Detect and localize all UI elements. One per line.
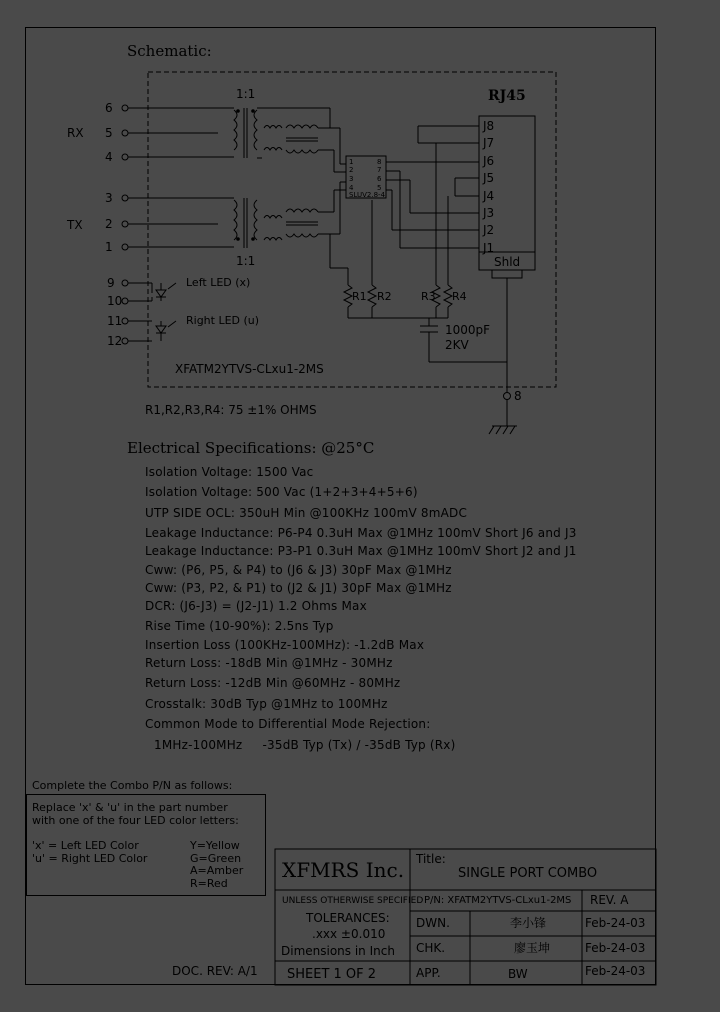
resistor-label: R4: [452, 290, 467, 303]
spec-line: Isolation Voltage: 500 Vac (1+2+3+4+5+6): [145, 485, 418, 499]
right-led-label: Right LED (u): [186, 314, 260, 327]
tolerance-value: .xxx ±0.010: [312, 927, 386, 941]
pin-label: 4: [105, 150, 113, 164]
jack-label: J7: [483, 136, 495, 150]
ic-pin: 7: [377, 166, 382, 174]
dimensions-note: Dimensions in Inch: [281, 944, 395, 958]
chk-date: Feb-24-03: [585, 941, 646, 955]
color-code: R=Red: [190, 877, 228, 890]
dwn-signature: 李小锋: [510, 916, 547, 930]
app-label: APP.: [416, 966, 441, 980]
tx-label: TX: [67, 218, 83, 232]
ic-pin: 4: [349, 184, 354, 192]
tolerances-label: TOLERANCES:: [306, 911, 390, 925]
pin-label: 12: [107, 334, 123, 348]
pin-label: 9: [107, 276, 115, 290]
unless-specified: UNLESS OTHERWISE SPECIFIED: [282, 896, 424, 906]
schematic-heading: Schematic:: [127, 42, 212, 60]
electrical-heading: Electrical Specifications: @25°C: [127, 439, 375, 457]
ratio-top: 1:1: [236, 87, 256, 101]
ic-pin: 2: [349, 166, 354, 174]
ic-label: SLUV2.8-4: [349, 191, 386, 199]
color-code: Y=Yellow: [190, 839, 240, 852]
combo-instruction: Replace 'x' & 'u' in the part number: [32, 801, 228, 814]
shield-label: Shld: [494, 255, 521, 269]
pin-label: 10: [107, 294, 123, 308]
spec-line: Common Mode to Differential Mode Rejection:: [145, 717, 431, 731]
title-label: Title:: [416, 852, 446, 866]
pin-label: 6: [105, 101, 113, 115]
ic-pin: 6: [377, 175, 382, 183]
ic-pin: 3: [349, 175, 354, 183]
part-label: XFATM2YTVS-CLxu1-2MS: [175, 362, 324, 376]
resistor-label: R3: [421, 290, 436, 303]
resistor-label: R1: [352, 290, 367, 303]
spec-line: Leakage Inductance: P6-P4 0.3uH Max @1MHz 100mV Short J6 and J3: [145, 526, 577, 540]
color-code: G=Green: [190, 852, 242, 865]
ratio-bottom: 1:1: [236, 254, 256, 268]
spec-line: Leakage Inductance: P3-P1 0.3uH Max @1MHz 100mV Short J2 and J1: [145, 544, 577, 558]
revision: REV. A: [590, 893, 629, 907]
jack-label: J1: [483, 241, 495, 255]
sheet-number: SHEET 1 OF 2: [287, 967, 377, 982]
jack-label: J8: [483, 119, 495, 133]
spec-line: Return Loss: -18dB Min @1MHz - 30MHz: [145, 656, 393, 670]
ic-pin: 5: [377, 184, 382, 192]
app-date: Feb-24-03: [585, 964, 646, 978]
left-led-label: Left LED (x): [186, 276, 251, 289]
color-code: A=Amber: [190, 864, 244, 877]
u-definition: 'u' = Right LED Color: [32, 852, 148, 865]
spec-line: 1MHz-100MHz -35dB Typ (Tx) / -35dB Typ (Rx): [150, 738, 456, 752]
jack-label: J2: [483, 223, 495, 237]
dwn-date: Feb-24-03: [585, 916, 646, 930]
ic-pin: 1: [349, 158, 354, 166]
jack-label: J3: [483, 206, 495, 220]
spec-line: Return Loss: -12dB Min @60MHz - 80MHz: [145, 676, 401, 690]
rj45-label: RJ45: [488, 88, 526, 104]
spec-line: Cww: (P6, P5, & P4) to (J6 & J3) 30pF Max @1MHz: [145, 563, 452, 577]
ground-pin: 8: [514, 389, 522, 403]
spec-line: DCR: (J6-J3) = (J2-J1) 1.2 Ohms Max: [145, 599, 367, 613]
x-definition: 'x' = Left LED Color: [32, 839, 139, 852]
spec-line: Insertion Loss (100KHz-100MHz): -1.2dB Max: [145, 638, 425, 652]
spec-line: Cww: (P3, P2, & P1) to (J2 & J1) 30pF Max @1MHz: [145, 581, 452, 595]
spec-line: Isolation Voltage: 1500 Vac: [145, 465, 314, 479]
combo-heading: Complete the Combo P/N as follows:: [32, 779, 233, 792]
rx-label: RX: [67, 126, 84, 140]
jack-label: J4: [483, 189, 495, 203]
drawing-title: SINGLE PORT COMBO: [458, 866, 598, 881]
chk-signature: 廖玉坤: [514, 941, 551, 955]
combo-instruction: with one of the four LED color letters:: [32, 814, 239, 827]
doc-rev: DOC. REV: A/1: [172, 964, 258, 978]
dwn-label: DWN.: [416, 916, 450, 930]
company-name: XFMRS Inc.: [282, 858, 405, 882]
resistor-label: R2: [377, 290, 392, 303]
app-name: BW: [508, 967, 528, 981]
resistor-note: R1,R2,R3,R4: 75 ±1% OHMS: [145, 403, 317, 417]
pin-label: 1: [105, 240, 113, 254]
pin-label: 5: [105, 126, 113, 140]
chk-label: CHK.: [416, 941, 446, 955]
cap-voltage: 2KV: [445, 338, 469, 352]
pin-label: 3: [105, 191, 113, 205]
ic-pin: 8: [377, 158, 382, 166]
pin-label: 11: [107, 314, 123, 328]
part-number: P/N: XFATM2YTVS-CLxu1-2MS: [424, 895, 572, 906]
cap-value: 1000pF: [445, 323, 491, 337]
spec-line: Crosstalk: 30dB Typ @1MHz to 100MHz: [145, 697, 388, 711]
jack-label: J5: [483, 171, 495, 185]
pin-label: 2: [105, 217, 113, 231]
jack-label: J6: [483, 154, 495, 168]
spec-line: UTP SIDE OCL: 350uH Min @100KHz 100mV 8mADC: [145, 506, 468, 520]
spec-line: Rise Time (10-90%): 2.5ns Typ: [145, 619, 334, 633]
